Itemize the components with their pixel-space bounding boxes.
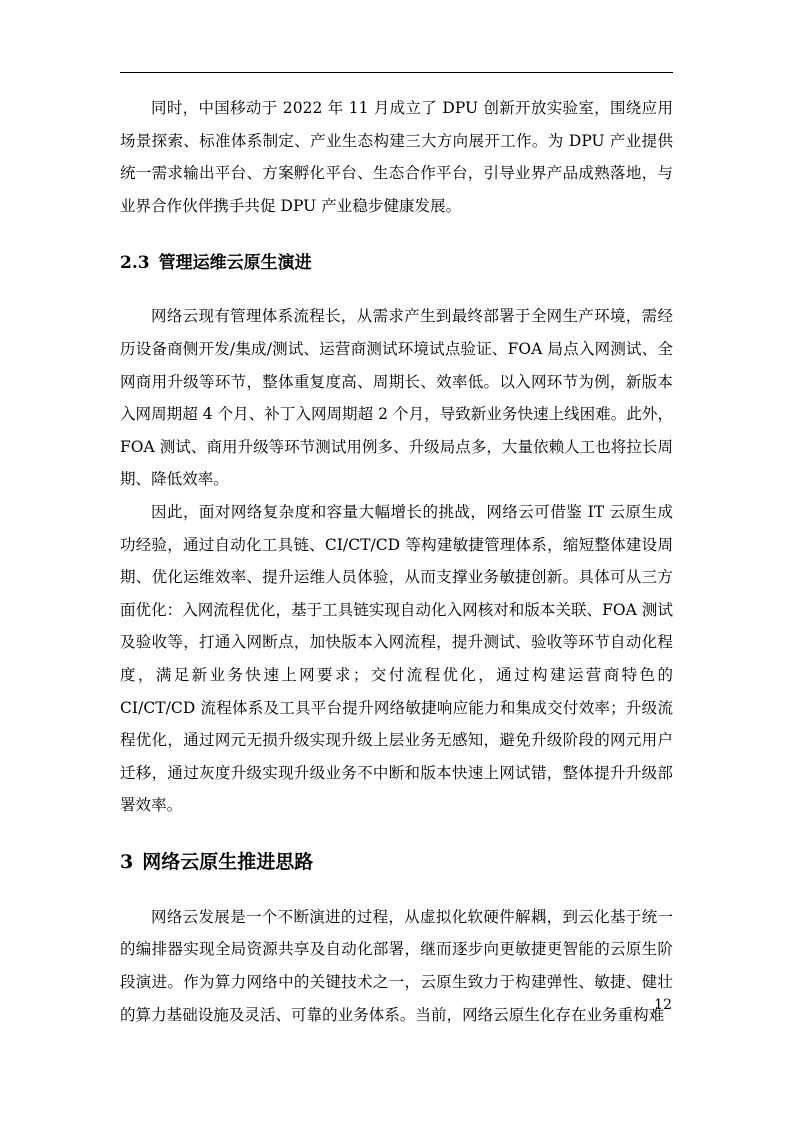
section-title: 网络云原生推进思路 bbox=[142, 850, 314, 873]
paragraph-dpu-lab: 同时，中国移动于 2022 年 11 月成立了 DPU 创新开放实验室，围绕应用场景探索、标准体系制定、产业生态构建三大方向展开工作。为 DPU 产业提供统一需求输出平台、方案孵化平台、生态合作平台，引导业界产品成熟落地，与业界合作伙伴携手共促 DPU 产业稳步健康发展。 bbox=[120, 99, 673, 215]
paragraph-network-cloud-evolution: 网络云发展是一个不断演进的过程，从虚拟化软硬件解耦，到云化基于统一的编排器实现全局资源共享及自动化部署，继而逐步向更敏捷更智能的云原生阶段演进。作为算力网络中的关键技术之一，云原生致力于构建弹性、敏捷、健壮的算力基础设施及灵活、可靠的业务体系。当前，网络云原生化存在业务重构难 bbox=[120, 907, 673, 1024]
page-content bbox=[120, 92, 673, 1031]
page-number: 12 bbox=[654, 997, 672, 1013]
section-number: 2.3 bbox=[120, 253, 150, 274]
header-rule bbox=[120, 72, 673, 73]
section-number: 3 bbox=[120, 850, 134, 873]
section-heading-2-3 bbox=[120, 251, 673, 275]
paragraph-optimization: 因此，面对网络复杂度和容量大幅增长的挑战，网络云可借鉴 IT 云原生成功经验，通过自动化工具链、CI/CT/CD 等构建敏捷管理体系，缩短整体建设周期、优化运维效率、提升运维人员体验，从而支撑业务敏捷创新。具体可从三方面优化：入网流程优化，基于工具链实现自动化入网核对和版本关联、FOA 测试及验收等，打通入网断点，加快版本入网流程，提升测试、验收等环节自动化程度，满足新业务快速上网要求；交付流程优化，通过构建运营商特色的 CI/CT/CD 流程体系及工具平台提升网络敏捷响应能力和集成交付效率；升级流程优化，通过网元无损升级实现升级上层业务无感知，避免升级阶段的网元用户迁移，通过灰度升级实现升级业务不中断和版本快速上网试错，整体提升升级部署效率。 bbox=[120, 502, 673, 815]
section-heading-3 bbox=[120, 849, 673, 875]
paragraph-management-process: 网络云现有管理体系流程长，从需求产生到最终部署于全网生产环境，需经历设备商侧开发/集成/测试、运营商测试环境试点验证、FOA 局点入网测试、全网商用升级等环节，整体重复度高、周期长、效率低。以入网环节为例，新版本入网周期超 4 个月、补丁入网周期超 2 个月，导致新业务快速上线困难。此外，FOA 测试、商用升级等环节测试用例多、升级局点多，大量依赖人工也将拉长周期、降低效率。 bbox=[120, 307, 673, 489]
section-title: 管理运维云原生演进 bbox=[158, 253, 312, 274]
